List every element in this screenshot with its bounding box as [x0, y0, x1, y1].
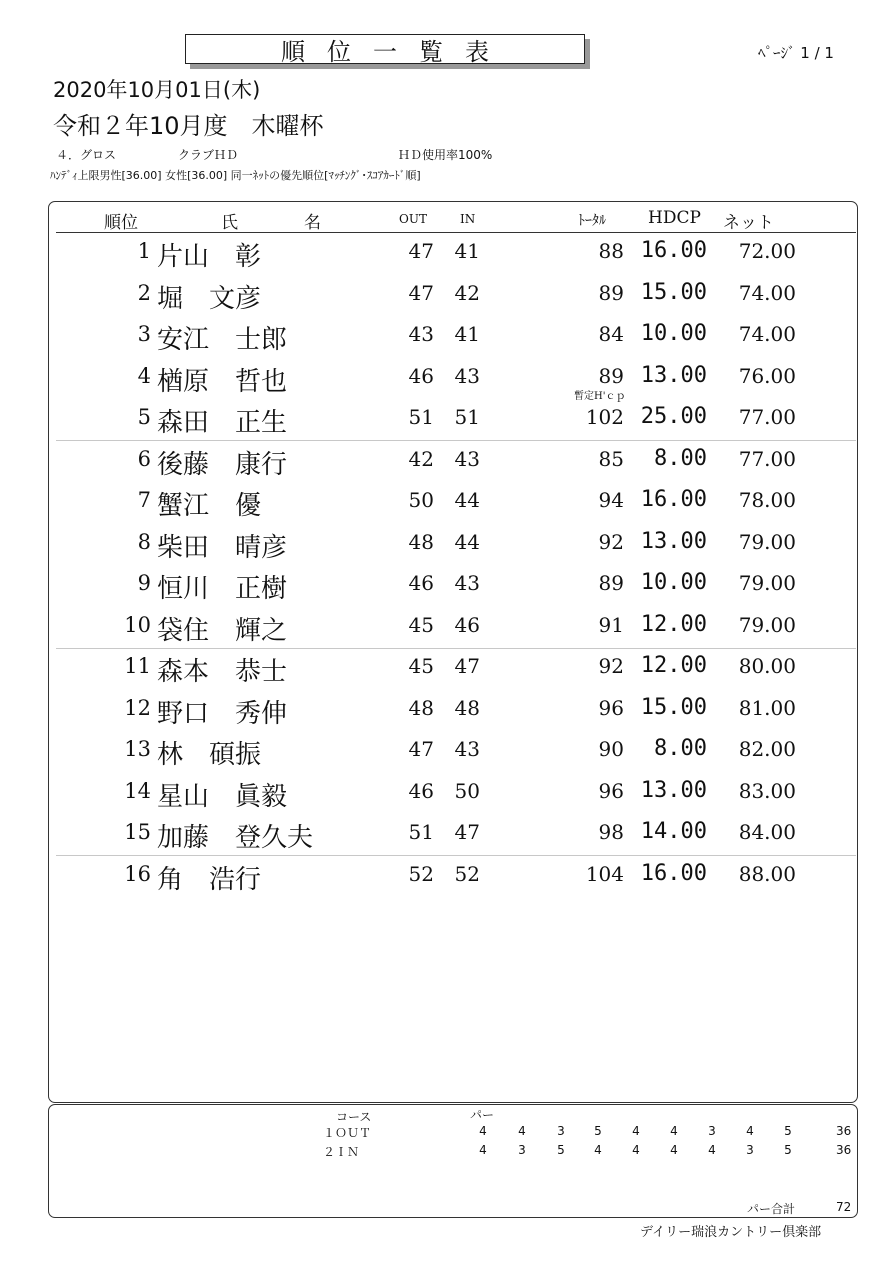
hdcp-cell: 15.00	[640, 694, 707, 720]
player-name-cell: 堀 文彦	[157, 283, 262, 314]
total-score-cell: 96	[598, 778, 624, 803]
out-score-cell: 48	[408, 695, 434, 720]
col-header-name-family: 氏	[221, 213, 238, 233]
total-score-cell: 104	[585, 861, 624, 886]
player-name-cell: 安江 士郎	[157, 325, 288, 355]
net-score-cell: 83.00	[738, 778, 796, 803]
out-score-cell: 46	[408, 571, 434, 595]
player-name-cell: 袋住 輝之	[157, 615, 288, 646]
out-score-cell: 47	[408, 737, 434, 761]
in-hole-par: 5	[784, 1143, 792, 1157]
rank-cell: 8	[137, 529, 151, 554]
col-header-in: IN	[460, 212, 476, 226]
net-score-cell: 77.00	[738, 446, 796, 471]
par-total-value: 72	[836, 1200, 852, 1214]
total-score-cell: 98	[598, 820, 624, 844]
hdcp-cell: 12.00	[640, 611, 707, 637]
hdcp-cell: 12.00	[640, 653, 707, 678]
hdcp-cell: 13.00	[640, 777, 707, 803]
course-label: コース	[336, 1110, 372, 1124]
out-hole-par: 3	[557, 1124, 565, 1138]
event-date: 2020年10月01日(木)	[53, 78, 261, 102]
col-header-out: OUT	[399, 212, 427, 226]
rank-cell: 6	[137, 446, 151, 471]
rank-cell: 13	[124, 737, 151, 761]
out-hole-par: 3	[708, 1124, 716, 1138]
total-score-cell: 102	[585, 405, 624, 429]
net-score-cell: 78.00	[738, 488, 796, 512]
out-hole-par: 4	[632, 1124, 640, 1138]
player-name-cell: 片山 彰	[157, 242, 262, 272]
group-divider	[56, 440, 856, 441]
hdcp-cell: 8.00	[654, 445, 707, 471]
hdcp-cell: 25.00	[640, 404, 707, 429]
out-score-cell: 47	[408, 239, 434, 263]
group-divider	[56, 855, 856, 856]
hdcp-cell: 16.00	[640, 238, 707, 263]
in-score-cell: 46	[454, 612, 480, 637]
player-name-cell: 後藤 康行	[157, 449, 288, 480]
in-score-cell: 41	[454, 322, 480, 346]
player-name-cell: 蟹江 優	[157, 491, 262, 521]
total-score-cell: 84	[598, 322, 624, 346]
player-name-cell: 恒川 正樹	[157, 574, 288, 604]
out-hole-par: 5	[594, 1124, 602, 1138]
out-score-cell: 45	[408, 612, 434, 637]
player-name-cell: 林 碩振	[157, 740, 262, 770]
total-score-cell: 94	[598, 488, 624, 512]
out-hole-par: 4	[518, 1124, 526, 1138]
out-score-cell: 50	[408, 488, 434, 512]
hdcp-cell: 10.00	[640, 321, 707, 346]
rank-cell: 5	[137, 405, 151, 429]
in-score-cell: 47	[454, 654, 480, 678]
total-score-cell: 89	[598, 280, 624, 305]
hdcp-cell: 16.00	[640, 860, 707, 886]
total-score-cell: 90	[598, 737, 624, 761]
in-hole-par: 3	[518, 1143, 526, 1157]
net-score-cell: 76.00	[738, 363, 796, 388]
hdcp-cell: 16.00	[640, 487, 707, 512]
hdcp-cell: 10.00	[640, 570, 707, 595]
out-score-cell: 51	[408, 820, 434, 844]
in-score-cell: 52	[454, 861, 480, 886]
in-score-cell: 47	[454, 820, 480, 844]
in-hole-par: 5	[557, 1143, 565, 1157]
total-score-cell: 96	[598, 695, 624, 720]
out-par-total: 36	[836, 1124, 852, 1138]
rank-cell: 1	[137, 239, 151, 263]
in-score-cell: 42	[454, 280, 480, 305]
total-score-cell: 88	[598, 239, 624, 263]
out-score-cell: 48	[408, 529, 434, 554]
net-score-cell: 88.00	[738, 861, 796, 886]
rank-cell: 16	[124, 861, 151, 886]
rank-cell: 10	[124, 612, 151, 637]
col-header-total: ﾄｰﾀﾙ	[578, 213, 606, 229]
col-header-hdcp: HDCP	[648, 208, 701, 228]
in-score-cell: 43	[454, 571, 480, 595]
total-score-cell: 91	[598, 612, 624, 637]
rank-cell: 3	[137, 322, 151, 346]
player-name-cell: 柴田 晴彦	[157, 532, 288, 563]
handicap-limits: ﾊﾝﾃﾞｨ上限男性[36.00] 女性[36.00] 同一ﾈｯﾄの優先順位[ﾏｯﾁﾝｸﾞ･ｽｺｱｶｰﾄﾞ順]	[50, 169, 421, 182]
net-score-cell: 79.00	[738, 571, 796, 595]
total-score-cell: 92	[598, 654, 624, 678]
out-hole-par: 4	[670, 1124, 678, 1138]
in-score-cell: 50	[454, 778, 480, 803]
rank-cell: 11	[124, 654, 151, 678]
player-name-cell: 森本 恭士	[157, 657, 288, 687]
hdcp-cell: 8.00	[654, 736, 707, 761]
in-hole-par: 4	[632, 1143, 640, 1157]
in-hole-par: 4	[670, 1143, 678, 1157]
player-name-cell: 加藤 登久夫	[157, 823, 314, 853]
hdcp-cell: 14.00	[640, 819, 707, 844]
in-score-cell: 43	[454, 737, 480, 761]
net-score-cell: 82.00	[738, 737, 796, 761]
out-score-cell: 42	[408, 446, 434, 471]
course-par-table	[48, 1104, 858, 1218]
out-score-cell: 45	[408, 654, 434, 678]
provisional-hcp-note: 暫定H'ｃｐ	[574, 391, 626, 402]
in-score-cell: 48	[454, 695, 480, 720]
handicap-type: クラブＨＤ	[178, 148, 239, 162]
rank-cell: 9	[137, 571, 151, 595]
in-score-cell: 41	[454, 239, 480, 263]
total-score-cell: 85	[598, 446, 624, 471]
in-hole-par: 4	[594, 1143, 602, 1157]
header-divider	[56, 232, 856, 233]
total-score-cell: 89	[598, 571, 624, 595]
player-name-cell: 楢原 哲也	[157, 366, 288, 397]
in-hole-par: 3	[746, 1143, 754, 1157]
hdcp-cell: 13.00	[640, 528, 707, 554]
net-score-cell: 74.00	[738, 322, 796, 346]
hdcp-cell: 13.00	[640, 362, 707, 388]
net-score-cell: 79.00	[738, 612, 796, 637]
in-score-cell: 51	[454, 405, 480, 429]
event-name: 令和２年10月度 木曜杯	[53, 112, 324, 140]
out-score-cell: 52	[408, 861, 434, 886]
col-header-rank: 順位	[104, 213, 138, 233]
out-score-cell: 43	[408, 322, 434, 346]
player-name-cell: 野口 秀伸	[157, 698, 288, 729]
club-name: デイリー瑞浪カントリー倶楽部	[640, 1225, 822, 1240]
in-score-cell: 44	[454, 488, 480, 512]
page-title: 順位一覧表	[185, 34, 585, 64]
net-score-cell: 81.00	[738, 695, 796, 720]
out-course-label: １ＯＵＴ	[323, 1126, 372, 1140]
out-hole-par: 5	[784, 1124, 792, 1138]
player-name-cell: 森田 正生	[157, 408, 288, 438]
rank-cell: 2	[137, 280, 151, 305]
rank-cell: 7	[137, 488, 151, 512]
net-score-cell: 74.00	[738, 280, 796, 305]
out-score-cell: 46	[408, 778, 434, 803]
in-course-label: ２ＩＮ	[323, 1145, 360, 1159]
in-par-total: 36	[836, 1143, 852, 1157]
total-score-cell: 92	[598, 529, 624, 554]
net-score-cell: 79.00	[738, 529, 796, 554]
rank-cell: 15	[124, 820, 151, 844]
rank-cell: 4	[137, 363, 151, 388]
total-score-cell: 89	[598, 363, 624, 388]
out-hole-par: 4	[479, 1124, 487, 1138]
net-score-cell: 84.00	[738, 820, 796, 844]
out-score-cell: 46	[408, 363, 434, 388]
rank-cell: 14	[124, 778, 151, 803]
col-header-name-given: 名	[304, 213, 321, 233]
player-name-cell: 星山 眞毅	[157, 781, 288, 812]
in-score-cell: 43	[454, 363, 480, 388]
net-score-cell: 72.00	[738, 239, 796, 263]
group-divider	[56, 648, 856, 649]
ranking-category: ４．グロス	[56, 148, 117, 162]
page-number: ﾍﾟｰｼﾞ 1 / 1	[758, 44, 834, 62]
out-score-cell: 47	[408, 280, 434, 305]
in-score-cell: 43	[454, 446, 480, 471]
hdcp-cell: 15.00	[640, 279, 707, 305]
out-score-cell: 51	[408, 405, 434, 429]
net-score-cell: 80.00	[738, 654, 796, 678]
col-header-net: ネット	[723, 213, 774, 233]
par-label: パー	[470, 1108, 495, 1122]
net-score-cell: 77.00	[738, 405, 796, 429]
par-total-label: パー合計	[747, 1202, 796, 1216]
in-score-cell: 44	[454, 529, 480, 554]
hd-usage-rate: ＨＤ使用率100%	[398, 148, 493, 162]
player-name-cell: 角 浩行	[157, 864, 262, 895]
out-hole-par: 4	[746, 1124, 754, 1138]
in-hole-par: 4	[479, 1143, 487, 1157]
rank-cell: 12	[124, 695, 151, 720]
in-hole-par: 4	[708, 1143, 716, 1157]
